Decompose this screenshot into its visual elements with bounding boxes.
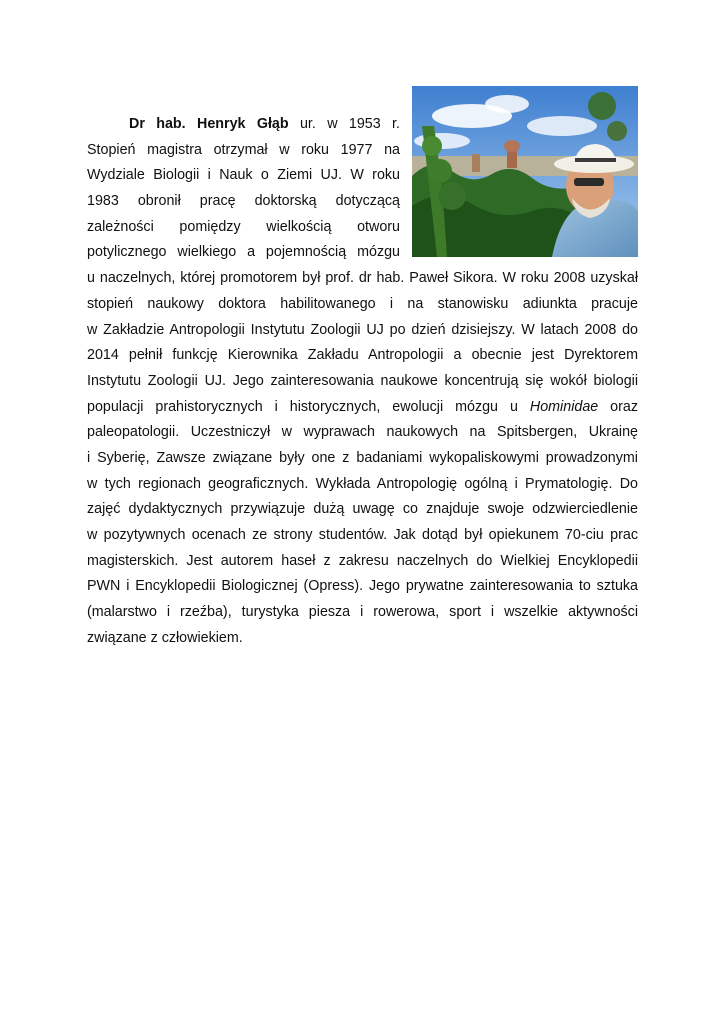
bio-line-8: stopień naukowy doktora habilitowanego i na stanowisku adiunkta pracuje [87, 295, 638, 312]
bio-line-6: potylicznego wielkiego a pojemnością mózgu [87, 244, 400, 261]
bio-line-5: zależności pomiędzy wielkością otworu [87, 218, 400, 235]
bio-line-17: w pozytywnych ocenach ze strony studentów. Jak dotąd był opiekunem 70-ciu prac [87, 527, 638, 543]
bio-line-14: i Syberię, Zawsze związane były one z badaniami wykopaliskowymi prowadzonymi [87, 449, 638, 466]
biography-text [87, 112, 638, 651]
bio-line-10: 2014 pełnił funkcję Kierownika Zakładu Antropologii a obecnie jest Dyrektorem [87, 347, 638, 364]
bio-line-12: populacji prahistorycznych i historycznych, ewolucji mózgu u Hominidae oraz [87, 398, 638, 415]
bio-line-4: 1983 obronił pracę doktorską dotyczącą [87, 193, 400, 210]
bio-line-16: zajęć dydaktycznych przywiązuje dużą uwagę co znajduje swoje odzwierciedlenie [87, 501, 638, 518]
bio-line-3: Wydziale Biologii i Nauk o Ziemi UJ. W roku [87, 167, 400, 184]
bio-line-13: paleopatologii. Uczestniczył w wyprawach naukowych na Spitsbergen, Ukrainę [87, 424, 638, 441]
bio-line-18: magisterskich. Jest autorem haseł z zakresu naczelnych do Wielkiej Encyklopedii [87, 552, 638, 569]
italic-term: Hominidae [529, 398, 599, 415]
bio-line-19: PWN i Encyklopedii Biologicznej (Opress). Jego prywatne zainteresowania to sztuka [87, 578, 638, 595]
bio-line-11: Instytutu Zoologii UJ. Jego zainteresowania naukowe koncentrują się wokół biologii [87, 372, 638, 389]
bio-line-7: u naczelnych, której promotorem był prof. dr hab. Paweł Sikora. W roku 2008 uzyskał [87, 270, 638, 287]
bio-line-21: związane z człowiekiem. [87, 629, 243, 646]
bio-line-2: Stopień magistra otrzymał w roku 1977 na [87, 141, 400, 158]
bio-line-15: w tych regionach geograficznych. Wykłada Antropologię ogólną i Prymatologię. Do [87, 475, 638, 492]
bio-line-1: Dr hab. Henryk Głąb ur. w 1953 r. [129, 116, 400, 132]
bio-line-20: (malarstwo i rzeźba), turystyka piesza i rowerowa, sport i wszelkie aktywności [87, 604, 638, 621]
person-name: Dr hab. Henryk Głąb [129, 116, 289, 132]
bio-line-9: w Zakładzie Antropologii Instytutu Zoologii UJ po dzień dzisiejszy. W latach 2008 do [87, 321, 638, 338]
